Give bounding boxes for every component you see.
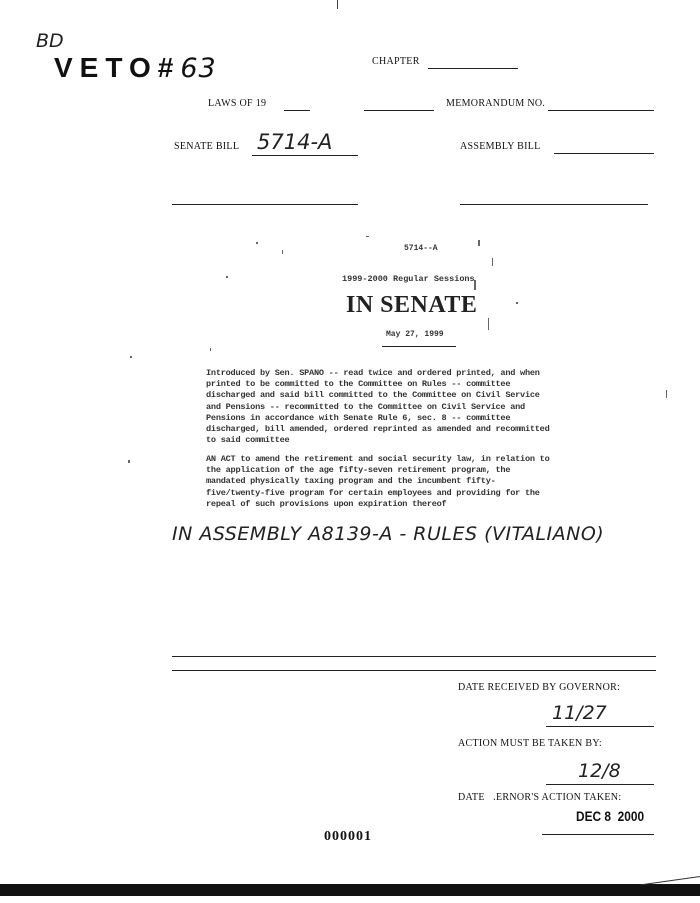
noise	[282, 250, 283, 254]
bill-date-underline	[382, 346, 456, 347]
chamber-title: IN SENATE	[346, 292, 478, 318]
act-line: mandated physically taxing program and the incumbent fifty-	[206, 476, 496, 487]
intro-line: and Pensions -- recommitted to the Committee on Civil Service and	[206, 401, 525, 412]
laws-label: LAWS OF 19	[208, 98, 267, 109]
lower-line-1	[172, 656, 656, 657]
memorandum-label: MEMORANDUM NO.	[446, 98, 546, 109]
page-number: 000001	[324, 829, 372, 844]
noise	[492, 258, 493, 266]
veto-hash: #	[157, 52, 181, 83]
senate-bill-line	[252, 155, 358, 156]
chapter-line	[428, 68, 518, 69]
lower-line-2	[172, 670, 656, 671]
act-line: five/twenty-five program for certain employees and providing for the	[206, 487, 540, 498]
laws-year-line	[284, 110, 310, 111]
session-line: 1999-2000 Regular Sessions	[342, 274, 475, 284]
veto-heading	[54, 52, 217, 84]
divider-right	[460, 204, 648, 205]
laws-line	[364, 110, 434, 111]
senate-bill-label: SENATE BILL	[174, 141, 240, 152]
action-must-value: 12/8	[578, 760, 621, 782]
action-taken-line	[542, 834, 654, 835]
veto-number: 63	[180, 53, 217, 84]
bill-code: 5714--A	[404, 244, 438, 253]
assembly-bill-line	[554, 153, 654, 154]
bill-date: May 27, 1999	[386, 330, 444, 339]
margin-mark	[130, 356, 132, 358]
date-received-line	[546, 726, 654, 727]
action-taken-stamp: DEC 8 2000	[576, 808, 645, 824]
intro-line: to said committee	[206, 435, 290, 446]
scan-mark	[337, 0, 338, 9]
margin-mark	[128, 460, 130, 463]
chapter-label: CHAPTER	[372, 56, 420, 67]
action-taken-label: DATE .ERNOR'S ACTION TAKEN:	[458, 792, 622, 803]
act-line: the application of the age fifty-seven retirement program, the	[206, 465, 511, 476]
noise	[256, 242, 258, 244]
intro-line: discharged, bill amended, ordered reprinted as amended and recommitted	[206, 424, 550, 435]
noise	[516, 302, 518, 304]
action-must-line	[546, 784, 654, 785]
act-line: repeal of such provisions upon expiration thereof	[206, 498, 447, 509]
noise	[366, 236, 369, 237]
veto-label: VETO	[54, 52, 158, 83]
act-title-text	[206, 454, 550, 510]
intro-line: Introduced by Sen. SPANO -- read twice and ordered printed, and when	[206, 368, 540, 378]
act-line: AN ACT to amend the retirement and social security law, in relation to	[206, 454, 550, 464]
margin-mark	[666, 390, 667, 398]
date-received-value: 11/27	[552, 702, 607, 724]
introduction-text	[206, 368, 550, 446]
intro-line: discharged and said bill committed to the Committee on Civil Service	[206, 390, 540, 401]
noise	[488, 318, 489, 330]
scan-bottom-bar	[0, 884, 700, 896]
assembly-note: IN ASSEMBLY A8139-A - RULES (VITALIANO)	[172, 523, 605, 545]
date-received-label: DATE RECEIVED BY GOVERNOR:	[458, 682, 621, 693]
intro-line: Pensions in accordance with Senate Rule 6, sec. 8 -- committee	[206, 412, 511, 423]
senate-bill-number: 5714-A	[257, 130, 333, 154]
noise	[226, 276, 228, 278]
divider-left	[172, 204, 358, 205]
initials: BD	[36, 30, 64, 52]
noise	[210, 348, 211, 351]
intro-line: printed to be committed to the Committee on Rules -- committee	[206, 379, 511, 390]
memorandum-line	[548, 110, 654, 111]
bill-excerpt	[186, 228, 656, 528]
assembly-bill-label: ASSEMBLY BILL	[460, 141, 541, 152]
action-must-label: ACTION MUST BE TAKEN BY:	[458, 738, 603, 749]
noise	[478, 240, 480, 246]
